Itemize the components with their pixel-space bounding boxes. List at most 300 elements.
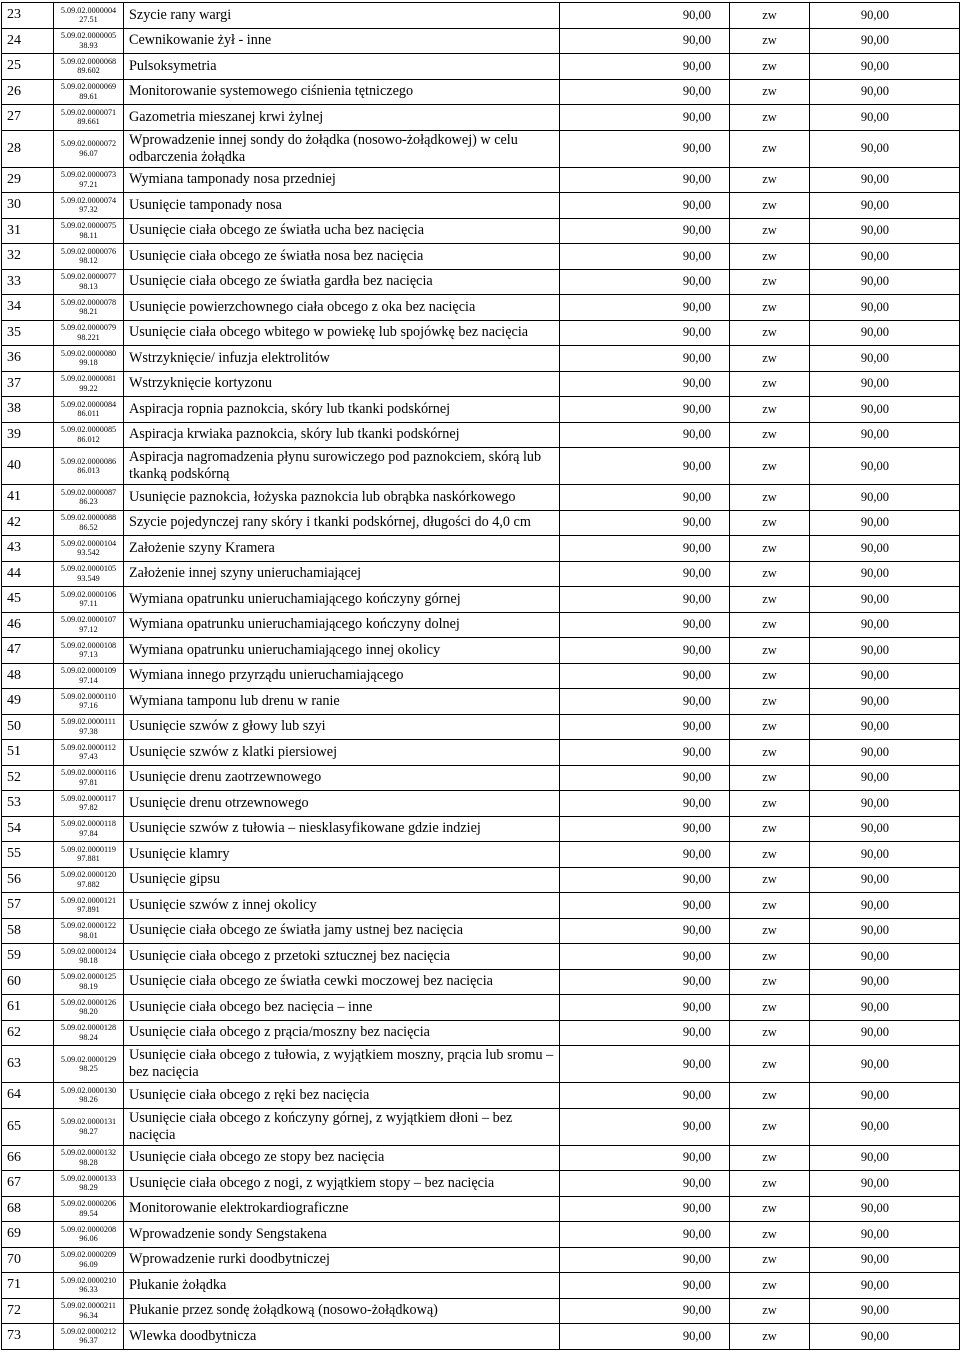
code-primary: 5.09.02.0000080	[60, 348, 117, 358]
net-price: 90,00	[560, 714, 730, 740]
code-primary: 5.09.02.0000084	[60, 399, 117, 409]
gross-price: 90,00	[810, 28, 960, 54]
procedure-code	[54, 561, 124, 587]
vat-rate: zw	[730, 1145, 810, 1171]
code-icd9: 97.882	[77, 879, 100, 889]
procedure-code	[54, 346, 124, 372]
procedure-code	[54, 969, 124, 995]
gross-price: 90,00	[810, 167, 960, 193]
procedure-name: Wprowadzenie sondy Sengstakena	[124, 1222, 560, 1248]
row-number: 50	[2, 714, 54, 740]
net-price: 90,00	[560, 893, 730, 919]
net-price: 90,00	[560, 269, 730, 295]
gross-price: 90,00	[810, 740, 960, 766]
net-price: 90,00	[560, 130, 730, 167]
code-icd9: 97.84	[79, 828, 98, 838]
table-row	[2, 218, 960, 244]
procedure-name: Szycie pojedynczej rany skóry i tkanki podskórnej, długości do 4,0 cm	[124, 510, 560, 536]
net-price: 90,00	[560, 1324, 730, 1350]
vat-rate: zw	[730, 587, 810, 613]
code-primary: 5.09.02.0000069	[60, 82, 117, 92]
gross-price: 90,00	[810, 1247, 960, 1273]
code-icd9: 38.93	[79, 40, 98, 50]
procedure-name: Aspiracja nagromadzenia płynu surowiczego pod paznokciem, skórą lub tkanką podskórną	[124, 448, 560, 485]
net-price: 90,00	[560, 740, 730, 766]
table-row	[2, 995, 960, 1021]
table-row	[2, 485, 960, 511]
table-row	[2, 371, 960, 397]
code-primary: 5.09.02.0000004	[60, 5, 117, 15]
code-primary: 5.09.02.0000206	[60, 1199, 117, 1209]
procedure-code	[54, 1046, 124, 1083]
procedure-name: Płukanie żołądka	[124, 1273, 560, 1299]
procedure-code	[54, 893, 124, 919]
gross-price: 90,00	[810, 842, 960, 868]
table-row	[2, 422, 960, 448]
table-row	[2, 842, 960, 868]
code-primary: 5.09.02.0000116	[61, 768, 116, 778]
vat-rate: zw	[730, 663, 810, 689]
code-primary: 5.09.02.0000109	[60, 666, 117, 676]
gross-price: 90,00	[810, 3, 960, 29]
procedure-code	[54, 244, 124, 270]
table-row	[2, 893, 960, 919]
procedure-name: Usunięcie ciała obcego ze światła gardła bez nacięcia	[124, 269, 560, 295]
code-icd9: 98.01	[79, 930, 98, 940]
net-price: 90,00	[560, 3, 730, 29]
row-number: 72	[2, 1298, 54, 1324]
gross-price: 90,00	[810, 295, 960, 321]
row-number: 44	[2, 561, 54, 587]
vat-rate: zw	[730, 791, 810, 817]
gross-price: 90,00	[810, 371, 960, 397]
code-primary: 5.09.02.0000112	[61, 742, 116, 752]
table-row	[2, 54, 960, 80]
net-price: 90,00	[560, 1083, 730, 1109]
gross-price: 90,00	[810, 969, 960, 995]
net-price: 90,00	[560, 1145, 730, 1171]
vat-rate: zw	[730, 740, 810, 766]
table-row	[2, 1171, 960, 1197]
procedure-name: Wymiana opatrunku unieruchamiającego kończyny górnej	[124, 587, 560, 613]
net-price: 90,00	[560, 1222, 730, 1248]
net-price: 90,00	[560, 28, 730, 54]
row-number: 23	[2, 3, 54, 29]
procedure-name: Usunięcie drenu zaotrzewnowego	[124, 765, 560, 791]
row-number: 64	[2, 1083, 54, 1109]
row-number: 46	[2, 612, 54, 638]
net-price: 90,00	[560, 1273, 730, 1299]
code-primary: 5.09.02.0000068	[60, 56, 117, 66]
code-primary: 5.09.02.0000117	[61, 793, 116, 803]
code-icd9: 89.602	[77, 66, 100, 76]
procedure-code	[54, 842, 124, 868]
vat-rate: zw	[730, 295, 810, 321]
row-number: 66	[2, 1145, 54, 1171]
gross-price: 90,00	[810, 1171, 960, 1197]
row-number: 27	[2, 105, 54, 131]
procedure-name: Wstrzyknięcie/ infuzja elektrolitów	[124, 346, 560, 372]
vat-rate: zw	[730, 893, 810, 919]
row-number: 69	[2, 1222, 54, 1248]
table-row	[2, 561, 960, 587]
table-row	[2, 638, 960, 664]
net-price: 90,00	[560, 816, 730, 842]
gross-price: 90,00	[810, 54, 960, 80]
procedure-name: Cewnikowanie żył - inne	[124, 28, 560, 54]
procedure-name: Usunięcie tamponady nosa	[124, 193, 560, 219]
row-number: 59	[2, 944, 54, 970]
code-primary: 5.09.02.0000124	[60, 946, 117, 956]
code-primary: 5.09.02.0000073	[60, 170, 117, 180]
procedure-code	[54, 536, 124, 562]
code-primary: 5.09.02.0000211	[61, 1301, 116, 1311]
code-primary: 5.09.02.0000129	[60, 1054, 117, 1064]
code-primary: 5.09.02.0000118	[61, 819, 116, 829]
row-number: 38	[2, 397, 54, 423]
procedure-code	[54, 944, 124, 970]
net-price: 90,00	[560, 1298, 730, 1324]
vat-rate: zw	[730, 918, 810, 944]
code-primary: 5.09.02.0000120	[60, 870, 117, 880]
procedure-code	[54, 587, 124, 613]
procedure-code	[54, 816, 124, 842]
code-primary: 5.09.02.0000126	[60, 997, 117, 1007]
vat-rate: zw	[730, 79, 810, 105]
table-row	[2, 689, 960, 715]
procedure-name: Usunięcie gipsu	[124, 867, 560, 893]
code-primary: 5.09.02.0000111	[61, 717, 116, 727]
procedure-code	[54, 397, 124, 423]
gross-price: 90,00	[810, 422, 960, 448]
code-icd9: 98.20	[79, 1007, 98, 1017]
code-icd9: 98.25	[79, 1064, 98, 1073]
procedure-name: Usunięcie klamry	[124, 842, 560, 868]
row-number: 34	[2, 295, 54, 321]
procedure-name: Gazometria mieszanej krwi żylnej	[124, 105, 560, 131]
row-number: 47	[2, 638, 54, 664]
gross-price: 90,00	[810, 130, 960, 167]
procedure-code	[54, 218, 124, 244]
code-icd9: 97.16	[79, 701, 98, 711]
procedure-code	[54, 1273, 124, 1299]
code-icd9: 96.06	[79, 1234, 98, 1244]
gross-price: 90,00	[810, 193, 960, 219]
table-row	[2, 130, 960, 167]
table-row	[2, 969, 960, 995]
table-row	[2, 244, 960, 270]
code-icd9: 97.21	[79, 179, 98, 189]
procedure-name: Usunięcie paznokcia, łożyska paznokcia lub obrąbka naskórkowego	[124, 485, 560, 511]
row-number: 70	[2, 1247, 54, 1273]
net-price: 90,00	[560, 1171, 730, 1197]
vat-rate: zw	[730, 969, 810, 995]
code-primary: 5.09.02.0000087	[60, 487, 117, 497]
procedure-name: Monitorowanie systemowego ciśnienia tętniczego	[124, 79, 560, 105]
vat-rate: zw	[730, 765, 810, 791]
procedure-code	[54, 130, 124, 167]
vat-rate: zw	[730, 130, 810, 167]
code-icd9: 97.38	[79, 726, 98, 736]
vat-rate: zw	[730, 485, 810, 511]
procedure-code	[54, 54, 124, 80]
table-row	[2, 1298, 960, 1324]
procedure-code	[54, 791, 124, 817]
procedure-name: Szycie rany wargi	[124, 3, 560, 29]
table-row	[2, 269, 960, 295]
vat-rate: zw	[730, 1046, 810, 1083]
code-icd9: 98.13	[79, 281, 98, 291]
procedure-code	[54, 663, 124, 689]
procedure-code	[54, 193, 124, 219]
procedure-code	[54, 295, 124, 321]
net-price: 90,00	[560, 612, 730, 638]
gross-price: 90,00	[810, 995, 960, 1021]
vat-rate: zw	[730, 269, 810, 295]
price-list-table	[1, 2, 960, 1350]
code-primary: 5.09.02.0000131	[60, 1117, 117, 1126]
row-number: 29	[2, 167, 54, 193]
code-icd9: 98.21	[79, 307, 98, 317]
row-number: 24	[2, 28, 54, 54]
gross-price: 90,00	[810, 244, 960, 270]
vat-rate: zw	[730, 244, 810, 270]
row-number: 41	[2, 485, 54, 511]
code-primary: 5.09.02.0000108	[60, 640, 117, 650]
procedure-name: Wstrzyknięcie kortyzonu	[124, 371, 560, 397]
code-primary: 5.09.02.0000132	[60, 1148, 117, 1158]
code-primary: 5.09.02.0000077	[60, 272, 117, 282]
row-number: 60	[2, 969, 54, 995]
gross-price: 90,00	[810, 105, 960, 131]
procedure-code	[54, 1222, 124, 1248]
code-icd9: 97.11	[79, 599, 98, 609]
gross-price: 90,00	[810, 320, 960, 346]
net-price: 90,00	[560, 536, 730, 562]
gross-price: 90,00	[810, 587, 960, 613]
vat-rate: zw	[730, 561, 810, 587]
code-primary: 5.09.02.0000075	[60, 221, 117, 231]
net-price: 90,00	[560, 346, 730, 372]
code-primary: 5.09.02.0000128	[60, 1023, 117, 1033]
procedure-name: Usunięcie ciała obcego z kończyny górnej, z wyjątkiem dłoni – bez nacięcia	[124, 1108, 560, 1145]
procedure-name: Usunięcie ciała obcego ze światła jamy ustnej bez nacięcia	[124, 918, 560, 944]
vat-rate: zw	[730, 320, 810, 346]
table-row	[2, 1247, 960, 1273]
gross-price: 90,00	[810, 485, 960, 511]
code-icd9: 96.09	[79, 1259, 98, 1269]
table-row	[2, 1020, 960, 1046]
row-number: 67	[2, 1171, 54, 1197]
procedure-name: Usunięcie ciała obcego z nogi, z wyjątkiem stopy – bez nacięcia	[124, 1171, 560, 1197]
gross-price: 90,00	[810, 218, 960, 244]
table-row	[2, 1145, 960, 1171]
table-row	[2, 791, 960, 817]
gross-price: 90,00	[810, 448, 960, 485]
procedure-code	[54, 1145, 124, 1171]
net-price: 90,00	[560, 510, 730, 536]
code-primary: 5.09.02.0000072	[60, 139, 117, 148]
table-row	[2, 740, 960, 766]
gross-price: 90,00	[810, 1298, 960, 1324]
procedure-code	[54, 105, 124, 131]
code-icd9: 96.34	[79, 1310, 98, 1320]
net-price: 90,00	[560, 244, 730, 270]
vat-rate: zw	[730, 1298, 810, 1324]
gross-price: 90,00	[810, 561, 960, 587]
procedure-name: Wprowadzenie innej sondy do żołądka (nosowo-żołądkowej) w celu odbarczenia żołądka	[124, 130, 560, 167]
gross-price: 90,00	[810, 867, 960, 893]
row-number: 68	[2, 1196, 54, 1222]
gross-price: 90,00	[810, 1046, 960, 1083]
row-number: 49	[2, 689, 54, 715]
gross-price: 90,00	[810, 765, 960, 791]
net-price: 90,00	[560, 448, 730, 485]
procedure-name: Usunięcie ciała obcego ze stopy bez nacięcia	[124, 1145, 560, 1171]
table-row	[2, 714, 960, 740]
procedure-name: Wprowadzenie rurki doodbytniczej	[124, 1247, 560, 1273]
code-icd9: 89.54	[79, 1208, 98, 1218]
gross-price: 90,00	[810, 893, 960, 919]
row-number: 55	[2, 842, 54, 868]
code-icd9: 98.19	[79, 981, 98, 991]
vat-rate: zw	[730, 448, 810, 485]
code-primary: 5.09.02.0000086	[60, 456, 117, 466]
vat-rate: zw	[730, 842, 810, 868]
vat-rate: zw	[730, 1247, 810, 1273]
code-primary: 5.09.02.0000074	[60, 195, 117, 205]
procedure-name: Usunięcie drenu otrzewnowego	[124, 791, 560, 817]
procedure-name: Usunięcie ciała obcego z prącia/moszny bez nacięcia	[124, 1020, 560, 1046]
procedure-name: Usunięcie ciała obcego bez nacięcia – inne	[124, 995, 560, 1021]
net-price: 90,00	[560, 79, 730, 105]
procedure-name: Monitorowanie elektrokardiograficzne	[124, 1196, 560, 1222]
code-icd9: 89.61	[79, 91, 98, 101]
code-primary: 5.09.02.0000119	[61, 844, 116, 854]
table-row	[2, 816, 960, 842]
table-row	[2, 944, 960, 970]
procedure-name: Wymiana tamponady nosa przedniej	[124, 167, 560, 193]
code-icd9: 89.661	[77, 117, 100, 127]
code-primary: 5.09.02.0000125	[60, 972, 117, 982]
procedure-name: Usunięcie ciała obcego ze światła nosa bez nacięcia	[124, 244, 560, 270]
vat-rate: zw	[730, 1196, 810, 1222]
procedure-code	[54, 1108, 124, 1145]
code-icd9: 97.14	[79, 675, 98, 685]
row-number: 25	[2, 54, 54, 80]
table-row	[2, 167, 960, 193]
vat-rate: zw	[730, 167, 810, 193]
gross-price: 90,00	[810, 1324, 960, 1350]
code-icd9: 99.22	[79, 383, 98, 393]
vat-rate: zw	[730, 3, 810, 29]
row-number: 28	[2, 130, 54, 167]
procedure-code	[54, 510, 124, 536]
table-row	[2, 397, 960, 423]
row-number: 36	[2, 346, 54, 372]
procedure-code	[54, 1298, 124, 1324]
net-price: 90,00	[560, 561, 730, 587]
code-icd9: 98.27	[79, 1126, 98, 1136]
gross-price: 90,00	[810, 1108, 960, 1145]
row-number: 62	[2, 1020, 54, 1046]
table-row	[2, 1324, 960, 1350]
procedure-name: Usunięcie ciała obcego z przetoki sztucznej bez nacięcia	[124, 944, 560, 970]
code-icd9: 86.012	[77, 434, 100, 444]
net-price: 90,00	[560, 193, 730, 219]
net-price: 90,00	[560, 1196, 730, 1222]
vat-rate: zw	[730, 1171, 810, 1197]
gross-price: 90,00	[810, 612, 960, 638]
code-icd9: 98.29	[79, 1183, 98, 1193]
net-price: 90,00	[560, 867, 730, 893]
gross-price: 90,00	[810, 1273, 960, 1299]
code-primary: 5.09.02.0000071	[60, 107, 117, 117]
procedure-code	[54, 765, 124, 791]
net-price: 90,00	[560, 422, 730, 448]
code-icd9: 97.81	[79, 777, 98, 787]
code-primary: 5.09.02.0000106	[60, 589, 117, 599]
procedure-name: Aspiracja ropnia paznokcia, skóry lub tkanki podskórnej	[124, 397, 560, 423]
procedure-name: Usunięcie ciała obcego ze światła ucha bez nacięcia	[124, 218, 560, 244]
procedure-name: Usunięcie ciała obcego z ręki bez nacięcia	[124, 1083, 560, 1109]
vat-rate: zw	[730, 28, 810, 54]
row-number: 32	[2, 244, 54, 270]
net-price: 90,00	[560, 638, 730, 664]
procedure-name: Założenie szyny Kramera	[124, 536, 560, 562]
code-primary: 5.09.02.0000105	[60, 564, 117, 574]
net-price: 90,00	[560, 663, 730, 689]
row-number: 31	[2, 218, 54, 244]
row-number: 56	[2, 867, 54, 893]
row-number: 71	[2, 1273, 54, 1299]
procedure-name: Usunięcie szwów z innej okolicy	[124, 893, 560, 919]
procedure-code	[54, 1020, 124, 1046]
row-number: 26	[2, 79, 54, 105]
procedure-code	[54, 371, 124, 397]
vat-rate: zw	[730, 371, 810, 397]
gross-price: 90,00	[810, 944, 960, 970]
code-icd9: 98.11	[79, 230, 98, 240]
table-row	[2, 867, 960, 893]
code-primary: 5.09.02.0000133	[60, 1173, 117, 1183]
code-primary: 5.09.02.0000104	[60, 538, 117, 548]
code-primary: 5.09.02.0000110	[61, 691, 116, 701]
code-icd9: 97.12	[79, 624, 98, 634]
vat-rate: zw	[730, 1020, 810, 1046]
procedure-code	[54, 867, 124, 893]
procedure-code	[54, 28, 124, 54]
gross-price: 90,00	[810, 714, 960, 740]
procedure-name: Wymiana tamponu lub drenu w ranie	[124, 689, 560, 715]
procedure-code	[54, 1196, 124, 1222]
vat-rate: zw	[730, 1083, 810, 1109]
procedure-code	[54, 422, 124, 448]
code-primary: 5.09.02.0000212	[60, 1326, 117, 1336]
procedure-code	[54, 740, 124, 766]
procedure-name: Usunięcie ciała obcego ze światła cewki moczowej bez nacięcia	[124, 969, 560, 995]
procedure-code	[54, 79, 124, 105]
row-number: 37	[2, 371, 54, 397]
code-icd9: 93.549	[77, 573, 100, 583]
procedure-name: Wlewka doodbytnicza	[124, 1324, 560, 1350]
procedure-name: Usunięcie szwów z klatki piersiowej	[124, 740, 560, 766]
gross-price: 90,00	[810, 663, 960, 689]
code-primary: 5.09.02.0000088	[60, 513, 117, 523]
net-price: 90,00	[560, 995, 730, 1021]
vat-rate: zw	[730, 1324, 810, 1350]
net-price: 90,00	[560, 765, 730, 791]
